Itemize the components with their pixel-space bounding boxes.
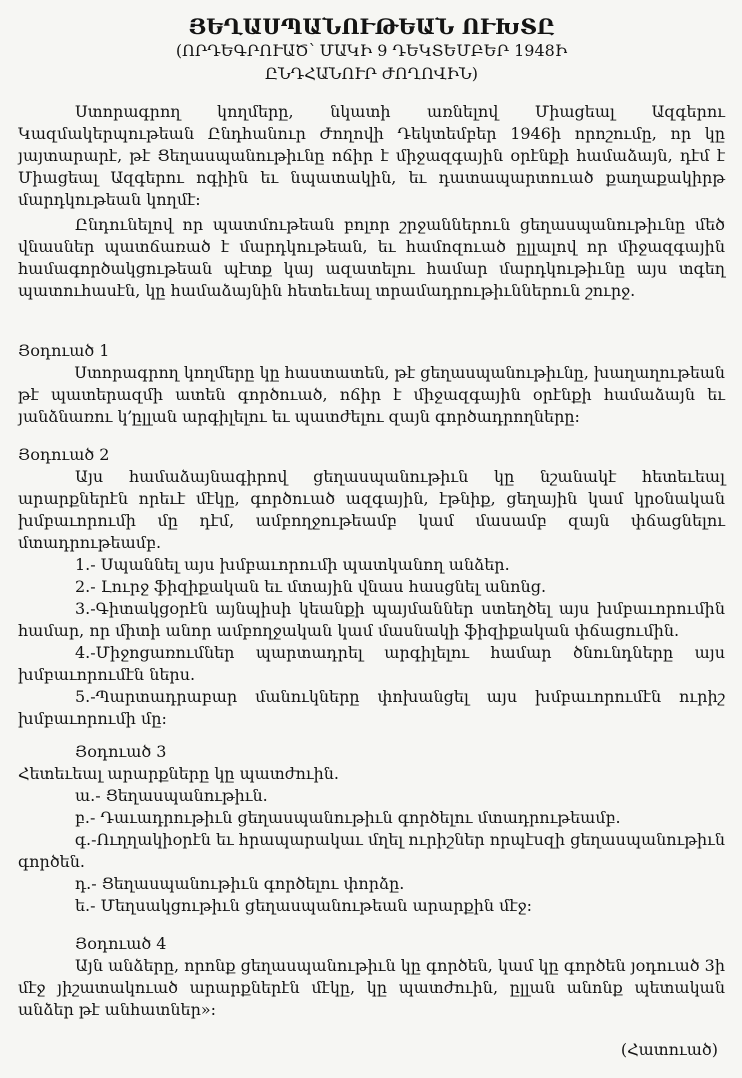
text-line: յանձնառու կ՚ըլլան արգիլելու եւ պատժելու զայն գործադրողները: — [18, 407, 580, 426]
list-item-line: գ.-Ուղղակիօրէն եւ հրապարակաւ մղել ուրիշներ որպէսզի ցեղասպանութիւն — [74, 830, 725, 849]
text-line: Ընդունելով որ պատմութեան բոլոր շրջաններուն ցեղասպանութիւնը մեծ — [75, 215, 725, 234]
list-item-line: խմբաւորումի մը: — [18, 709, 167, 728]
subtitle-line: (ՈՐԴԵԳՐՈՒԱԾ՝ ՄԱԿԻ 9 ԴԵԿՏԵՄԲԵՐ 1948Ի — [175, 41, 568, 60]
list-item — [18, 807, 725, 829]
article-4 — [18, 933, 725, 1021]
text-line: արարքներէն որեւէ մէկը, գործուած ազգային, էթնիք, ցեղային կամ կրօնական — [18, 489, 725, 508]
list-item-line: համար, որ միտի անոր ամբողջական կամ մասնակի ֆիզիքական փճացումին. — [18, 621, 680, 640]
text-line: Հետեւեալ արարքները կը պատժուին. — [18, 764, 339, 783]
list-item-line: 1.- Սպաննել այս խմբաւորումի պատկանող անձեր. — [75, 555, 510, 574]
list-item — [18, 686, 725, 730]
text-line: մարդկութեան կողմէ: — [18, 190, 201, 209]
article-2 — [18, 444, 725, 730]
text-line: Միացեալ Ազգերու ոգիին եւ նպատակին, եւ դատապարտուած քաղաքակիրթ — [18, 168, 725, 187]
text-line: համագործակցութեան պէտք կայ ազատելու համար մարդկութիւնը այս տգեղ — [18, 259, 725, 278]
text-line: վնասներ պատճառած է մարդկութեան, եւ համոզուած ըլլալով որ միջազգային — [18, 237, 725, 256]
article-heading: Յօդուած 2 — [18, 445, 110, 464]
text-line: յայտարարէ, թէ Ցեղասպանութիւնը ոճիր է միջազգային օրէնքի համաձայն, դէմ է — [18, 146, 725, 165]
text-line: Այն անձերը, որոնք ցեղասպանութիւն կը գործեն, կամ կը գործեն յօդուած 3ի — [74, 956, 726, 975]
list-item — [18, 873, 725, 895]
article-heading: Յօդուած 4 — [75, 934, 167, 953]
list-item-line: դ.- Ցեղասպանութիւն գործելու փորձը. — [75, 874, 405, 893]
list-item-line: 5.-Պարտադրաբար մանուկները փոխանցել այս խմբաւորումէն ուրիշ — [75, 687, 725, 706]
article-1 — [18, 340, 725, 428]
text-line: Ստորագրող կողմերը կը հաստատեն, թէ ցեղասպանութիւնը, խաղաղութեան — [74, 363, 726, 382]
document-title: ՅԵՂԱՍՊԱՆՈՒԹԵԱՆ ՈՒԽՏԸ — [188, 14, 555, 39]
text-line: մէջ յիշատակուած արարքներէն մէկը, կը պատժուին, ըլլան անոնք պետական — [18, 978, 725, 997]
excerpt-note: (Հատուած) — [620, 1040, 718, 1059]
text-line: Ստորագրող կողմերը, նկատի առնելով Միացեալ Ազգերու — [75, 102, 725, 121]
article-heading: Յօդուած 3 — [75, 742, 167, 761]
list-item-line: 2.- Լուրջ ֆիզիքական եւ մտային վնաս հասցնել անոնց. — [75, 577, 547, 596]
text-line: Կազմակերպութեան Ընդհանուր Ժողովի Դեկտեմբեր 1946ի որոշումը, որ կը — [18, 124, 725, 143]
text-line: Այս համաձայնագիրով ցեղասպանութիւն կը նշանակէ հետեւեալ — [75, 467, 725, 486]
preamble-paragraph — [18, 214, 725, 302]
list-item — [18, 895, 725, 917]
text-line: անձեր թէ անհատներ»: — [18, 1000, 217, 1019]
list-item — [18, 576, 725, 598]
list-item-line: 4.-Միջոցառումներ պարտադրել արգիլելու համար ծնունդները այս — [75, 643, 725, 662]
list-item — [18, 554, 725, 576]
list-item — [18, 598, 725, 642]
preamble-paragraph — [18, 101, 725, 211]
list-item-line: 3.-Գիտակցօրէն այնպիսի կեանքի պայմաններ ստեղծել այս խմբաւորումին — [75, 599, 725, 618]
list-item — [18, 642, 725, 686]
list-item-line: գործեն. — [18, 852, 85, 871]
text-line: խմբաւորումի մը դէմ, ամբողջութեամբ կամ մասամբ զայն փճացնելու — [18, 511, 725, 530]
list-item-line: բ.- Դաւադրութիւն ցեղասպանութիւն գործելու մտադրութեամբ. — [75, 808, 621, 827]
list-item-line: ե.- Մեղսակցութիւն ցեղասպանութեան արարքին մէջ: — [75, 896, 532, 915]
text-line: պատուհասէն, կը համաձայնին հետեւեալ տրամադրութիւններուն շուրջ. — [18, 281, 636, 300]
list-item — [18, 785, 725, 807]
list-item — [18, 829, 725, 873]
document-subtitle — [18, 39, 725, 85]
article-heading: Յօդուած 1 — [18, 341, 110, 360]
text-line: թէ պատերազմի ատեն գործուած, ոճիր է միջազգային օրէնքի համաձայն եւ — [18, 385, 725, 404]
text-line: մտադրութեամբ. — [18, 533, 162, 552]
subtitle-line: ԸՆԴՀԱՆՈՒՐ ԺՈՂՈՎԻՆ) — [265, 64, 478, 83]
list-item-line: խմբաւորումէն ներս. — [18, 665, 196, 684]
list-item-line: ա.- Ցեղասպանութիւն. — [75, 786, 268, 805]
article-3 — [18, 741, 725, 917]
